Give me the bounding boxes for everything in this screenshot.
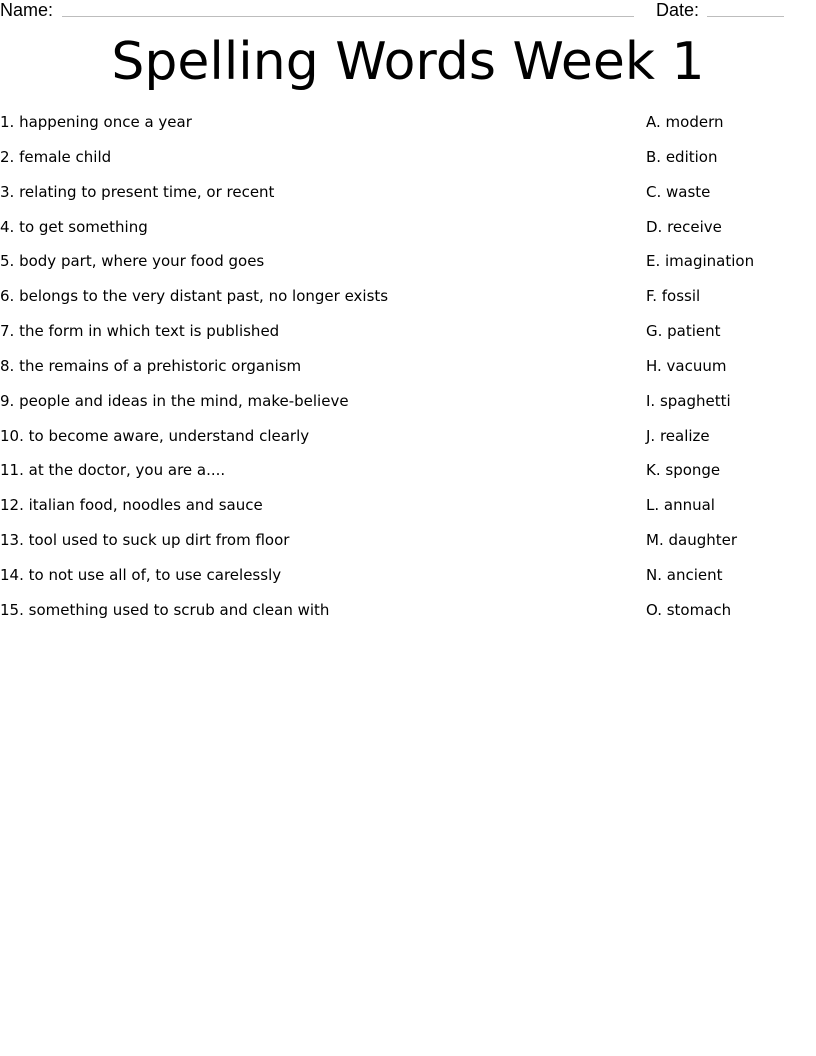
clue-item: 2. female child	[0, 147, 112, 166]
clue-item: 8. the remains of a prehistoric organism	[0, 356, 302, 375]
answer-item: A. modern	[646, 113, 724, 131]
answer-item: L. annual	[646, 496, 715, 515]
clue-item: 11. at the doctor, you are a....	[0, 461, 226, 480]
answer-item: C. waste	[646, 182, 711, 201]
clue-item: 5. body part, where your food goes	[0, 252, 265, 271]
date-blank-line	[707, 16, 784, 17]
answer-item: O. stomach	[646, 600, 732, 619]
name-label: Name:	[0, 0, 54, 20]
name-blank-line	[62, 16, 634, 17]
answer-item: H. vacuum	[646, 356, 727, 375]
worksheet-header	[0, 0, 816, 24]
answer-item: K. sponge	[646, 461, 721, 480]
clue-item: 14. to not use all of, to use carelessly	[0, 565, 282, 584]
answer-item: E. imagination	[646, 252, 755, 271]
answer-item: G. patient	[646, 322, 721, 341]
answer-item: I. spaghetti	[646, 391, 731, 410]
answer-list	[646, 112, 811, 635]
answer-item: M. daughter	[646, 531, 738, 550]
clue-item: 13. tool used to suck up dirt from floor	[0, 531, 290, 550]
answer-item: B. edition	[646, 147, 718, 166]
clue-item: 10. to become aware, understand clearly	[0, 426, 310, 445]
clue-item: 15. something used to scrub and clean with	[0, 600, 330, 619]
page-title: Spelling Words Week 1	[111, 32, 705, 92]
clue-item: 7. the form in which text is published	[0, 322, 280, 341]
date-label: Date:	[656, 0, 700, 20]
clue-item: 12. italian food, noodles and sauce	[0, 496, 263, 515]
clue-list	[0, 112, 600, 635]
answer-item: D. receive	[646, 217, 722, 236]
answer-item: N. ancient	[646, 565, 723, 584]
clue-item: 4. to get something	[0, 217, 148, 236]
clue-item: 6. belongs to the very distant past, no longer exists	[0, 287, 389, 306]
answer-item: F. fossil	[646, 287, 701, 306]
clue-item: 1. happening once a year	[0, 113, 192, 131]
clue-item: 3. relating to present time, or recent	[0, 182, 275, 201]
clue-item: 9. people and ideas in the mind, make-believe	[0, 391, 349, 410]
answer-item: J. realize	[646, 426, 710, 445]
